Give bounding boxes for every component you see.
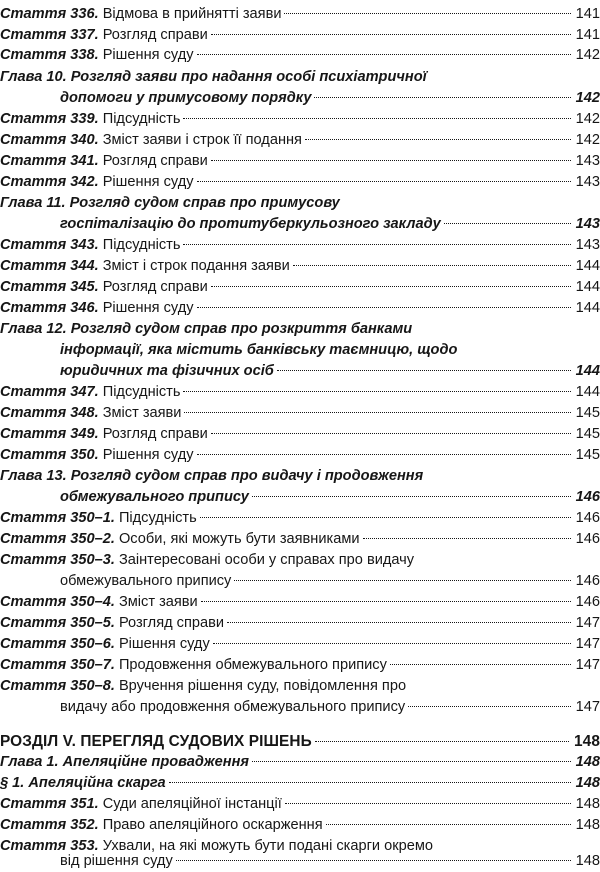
leader-dots — [197, 307, 571, 308]
article-title: видачу або продовження обмежувального припису — [60, 699, 406, 715]
page-number: 148 — [575, 817, 600, 833]
leader-dots — [408, 706, 570, 707]
article-title: Рішення суду — [102, 47, 194, 63]
page-number: 148 — [575, 754, 600, 770]
page-number: 145 — [575, 447, 600, 463]
article-label: Стаття 351. — [0, 796, 99, 812]
page-number: 145 — [575, 405, 600, 421]
article-title: Розгляд справи — [102, 153, 208, 169]
toc-entry-article-336 — [0, 4, 600, 25]
leader-dots — [234, 580, 570, 581]
toc-entry-article-338 — [0, 45, 600, 66]
leader-dots — [197, 181, 571, 182]
section-title: РОЗДІЛ V. ПЕРЕГЛЯД СУДОВИХ РІШЕНЬ — [0, 733, 312, 750]
page-number: 142 — [575, 111, 600, 127]
leader-dots — [252, 761, 571, 762]
article-title: Розгляд справи — [102, 426, 208, 442]
toc-entry-article-351 — [0, 794, 600, 815]
toc-entry-article-352 — [0, 815, 600, 836]
page-number: 147 — [575, 657, 600, 673]
toc-entry-article-350-1 — [0, 508, 600, 529]
toc-entry-article-350-6 — [0, 634, 600, 655]
toc-entry-article-349 — [0, 424, 600, 445]
page-number: 141 — [575, 6, 600, 22]
toc-entry-article-350-7 — [0, 655, 600, 676]
leader-dots — [184, 412, 570, 413]
article-title: Зміст заяви — [118, 594, 198, 610]
page-number: 146 — [575, 489, 600, 505]
article-title: Розгляд справи — [118, 615, 225, 631]
article-label: Стаття 336. — [0, 6, 99, 22]
article-title: Відмова в прийнятті заяви — [102, 6, 282, 22]
page-number: 144 — [575, 363, 600, 379]
article-label: Стаття 350–6. — [0, 636, 115, 652]
page-number: 148 — [574, 733, 600, 750]
toc-entry-article-342 — [0, 172, 600, 193]
leader-dots — [176, 860, 571, 861]
toc-entry-article-348 — [0, 403, 600, 424]
page-number: 144 — [575, 300, 600, 316]
toc-entry-article-350-5 — [0, 613, 600, 634]
page-number: 142 — [575, 90, 600, 106]
page-number: 143 — [575, 216, 600, 232]
toc-chapter-10-line-1 — [0, 67, 600, 88]
article-label: Стаття 350–7. — [0, 657, 115, 673]
toc-chapter-11-line-2 — [60, 214, 600, 235]
chapter-title: обмежувального припису — [60, 489, 249, 505]
article-title: Суди апеляційної інстанції — [102, 796, 282, 812]
page-number: 148 — [575, 796, 600, 812]
article-label: Стаття 353. — [0, 838, 99, 854]
article-label: Стаття 352. — [0, 817, 99, 833]
page-number: 147 — [575, 699, 600, 715]
toc-entry-article-350-3-line-1 — [0, 550, 600, 571]
article-label: Стаття 350–4. — [0, 594, 115, 610]
toc-chapter-12-line-1 — [0, 319, 600, 340]
article-title: Рішення суду — [102, 174, 194, 190]
article-title: Особи, які можуть бути заявниками — [118, 531, 360, 547]
toc-entry-article-341 — [0, 151, 600, 172]
leader-dots — [211, 160, 571, 161]
article-title: Підсудність — [102, 237, 181, 253]
toc-entry-article-346 — [0, 298, 600, 319]
toc-chapter-1 — [0, 752, 600, 773]
leader-dots — [213, 643, 571, 644]
toc-entry-article-347 — [0, 382, 600, 403]
article-title: Розгляд справи — [102, 279, 208, 295]
leader-dots — [363, 538, 571, 539]
page-number: 143 — [575, 153, 600, 169]
toc-chapter-12-line-2 — [60, 340, 600, 361]
leader-dots — [197, 454, 571, 455]
leader-dots — [183, 118, 570, 119]
leader-dots — [227, 622, 571, 623]
chapter-title: Глава 1. Апеляційне провадження — [0, 754, 250, 770]
article-label: Стаття 338. — [0, 47, 99, 63]
leader-dots — [314, 97, 570, 98]
toc-entry-article-344 — [0, 256, 600, 277]
page-number: 146 — [575, 573, 600, 589]
article-label: Стаття 350–1. — [0, 510, 115, 526]
article-title: Підсудність — [102, 111, 181, 127]
article-title: Рішення суду — [118, 636, 210, 652]
article-title: Рішення суду — [102, 300, 194, 316]
page-number: 143 — [575, 237, 600, 253]
page-number: 148 — [575, 853, 600, 869]
page-number: 147 — [575, 615, 600, 631]
leader-dots — [326, 824, 571, 825]
article-label: Стаття 349. — [0, 426, 99, 442]
article-label: Стаття 350–8. — [0, 678, 115, 694]
toc-entry-article-350-2 — [0, 529, 600, 550]
article-label: Стаття 340. — [0, 132, 99, 148]
toc-entry-article-350-4 — [0, 592, 600, 613]
page-number: 144 — [575, 384, 600, 400]
article-title: Зміст і строк подання заяви — [102, 258, 290, 274]
toc-entry-article-337 — [0, 25, 600, 46]
article-label: Стаття 348. — [0, 405, 99, 421]
page-number: 145 — [575, 426, 600, 442]
leader-dots — [284, 13, 570, 14]
article-label: Стаття 341. — [0, 153, 99, 169]
toc-entry-article-345 — [0, 277, 600, 298]
leader-dots — [201, 601, 571, 602]
leader-dots — [305, 139, 571, 140]
chapter-title: допомоги у примусовому порядку — [60, 90, 312, 106]
article-label: Стаття 343. — [0, 237, 99, 253]
chapter-title: Глава 11. Розгляд судом справ про примусову — [0, 195, 340, 211]
page-number: 143 — [575, 174, 600, 190]
leader-dots — [211, 34, 571, 35]
article-title: від рішення суду — [60, 853, 173, 869]
leader-dots — [252, 496, 571, 497]
leader-dots — [293, 265, 571, 266]
article-label: Стаття 350–2. — [0, 531, 115, 547]
page-number: 146 — [575, 510, 600, 526]
toc-chapter-12-line-3 — [60, 361, 600, 382]
toc-chapter-11-line-1 — [0, 193, 600, 214]
page-number: 142 — [575, 47, 600, 63]
article-label: Стаття 339. — [0, 111, 99, 127]
article-label: Стаття 337. — [0, 27, 99, 43]
page-number: 148 — [575, 775, 600, 791]
leader-dots — [444, 223, 571, 224]
article-title: Продовження обмежувального припису — [118, 657, 387, 673]
chapter-title: госпіталізацію до протитуберкульозного закладу — [60, 216, 441, 232]
toc-paragraph-1 — [0, 773, 600, 794]
page-number: 141 — [575, 27, 600, 43]
page-number: 146 — [575, 531, 600, 547]
article-label: Стаття 345. — [0, 279, 99, 295]
leader-dots — [315, 741, 569, 742]
toc-section-5 — [0, 731, 600, 752]
article-title: Підсудність — [118, 510, 197, 526]
page-number: 144 — [575, 279, 600, 295]
article-title: Заінтересовані особи у справах про видачу — [118, 552, 415, 568]
article-label: Стаття 350. — [0, 447, 99, 463]
chapter-title: інформації, яка містить банківську таємницю, щодо — [60, 342, 458, 358]
toc-entry-article-340 — [0, 130, 600, 151]
leader-dots — [277, 370, 571, 371]
leader-dots — [390, 664, 571, 665]
leader-dots — [285, 803, 571, 804]
paragraph-title: § 1. Апеляційна скарга — [0, 775, 166, 791]
leader-dots — [183, 391, 570, 392]
article-title: Зміст заяви і строк її подання — [102, 132, 302, 148]
chapter-title: Глава 12. Розгляд судом справ про розкриття банками — [0, 321, 413, 337]
toc-chapter-13-line-2 — [60, 487, 600, 508]
article-label: Стаття 350–5. — [0, 615, 115, 631]
article-label: Стаття 347. — [0, 384, 99, 400]
page-number: 147 — [575, 636, 600, 652]
toc-entry-article-353-line-2 — [60, 851, 600, 872]
leader-dots — [169, 782, 571, 783]
toc-entry-article-350-8-line-2 — [60, 697, 600, 718]
leader-dots — [197, 54, 571, 55]
leader-dots — [211, 286, 571, 287]
leader-dots — [211, 433, 571, 434]
article-title: Право апеляційного оскарження — [102, 817, 323, 833]
article-title: Вручення рішення суду, повідомлення про — [118, 678, 407, 694]
article-title: Ухвали, на які можуть бути подані скарги окремо — [102, 838, 434, 854]
leader-dots — [183, 244, 570, 245]
toc-entry-article-350 — [0, 445, 600, 466]
chapter-title: Глава 10. Розгляд заяви про надання особі психіатричної — [0, 69, 427, 85]
article-title: Розгляд справи — [102, 27, 208, 43]
chapter-title: юридичних та фізичних осіб — [60, 363, 274, 379]
toc-chapter-10-line-2 — [60, 88, 600, 109]
article-title: Підсудність — [102, 384, 181, 400]
article-title: Зміст заяви — [102, 405, 182, 421]
toc-entry-article-350-3-line-2 — [60, 571, 600, 592]
toc-entry-article-350-8-line-1 — [0, 676, 600, 697]
article-label: Стаття 342. — [0, 174, 99, 190]
toc-chapter-13-line-1 — [0, 466, 600, 487]
article-title: обмежувального припису — [60, 573, 232, 589]
article-title: Рішення суду — [102, 447, 194, 463]
article-label: Стаття 346. — [0, 300, 99, 316]
article-label: Стаття 350–3. — [0, 552, 115, 568]
toc-entry-article-339 — [0, 109, 600, 130]
article-label: Стаття 344. — [0, 258, 99, 274]
toc-entry-article-343 — [0, 235, 600, 256]
chapter-title: Глава 13. Розгляд судом справ про видачу і продовження — [0, 468, 424, 484]
leader-dots — [200, 517, 571, 518]
page-number: 142 — [575, 132, 600, 148]
page-number: 146 — [575, 594, 600, 610]
page-number: 144 — [575, 258, 600, 274]
